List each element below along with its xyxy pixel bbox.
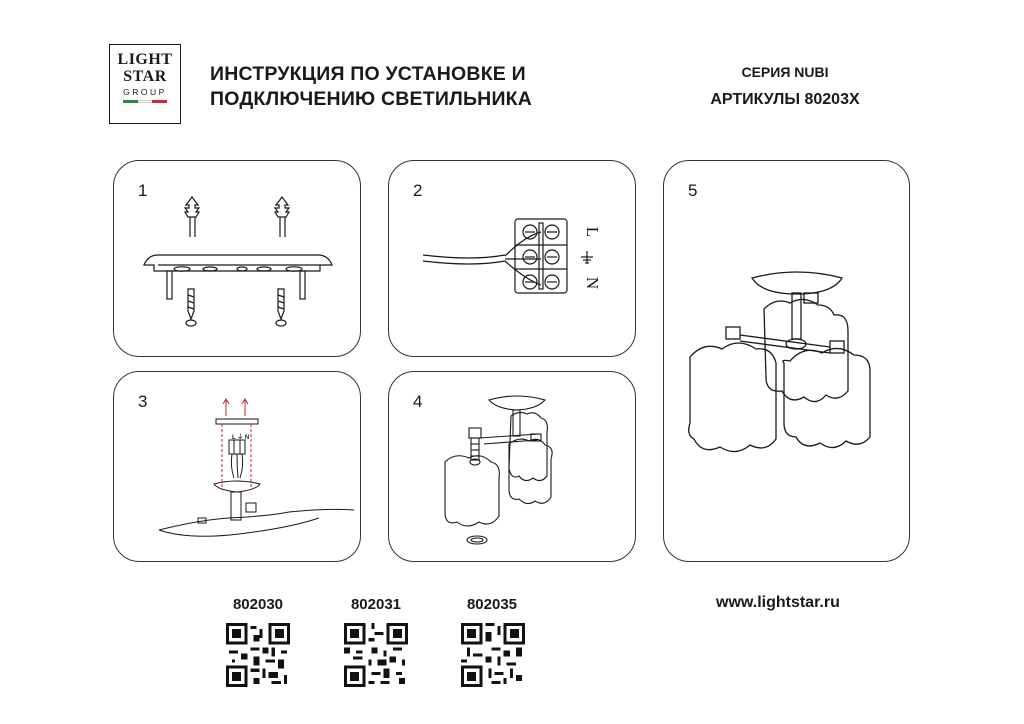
- qr-code-icon: [344, 623, 408, 687]
- terminal-label-l: L: [583, 226, 602, 238]
- series-name: СЕРИЯ NUBI: [741, 64, 829, 80]
- mounting-plate-screws-icon: [114, 161, 362, 358]
- qr-code-icon: [461, 623, 525, 687]
- step-panel-5: [663, 160, 910, 562]
- logo-line-2: STAR: [123, 68, 167, 85]
- article-code-802031: 802031: [350, 596, 402, 613]
- logo-line-3: GROUP: [123, 87, 167, 97]
- terminal-label-n: N: [583, 276, 602, 290]
- step-number: 2: [413, 181, 423, 200]
- article-code-802035: 802035: [466, 596, 518, 613]
- step-number: 1: [138, 181, 148, 200]
- series-articles: АРТИКУЛЫ 80203X: [710, 91, 860, 108]
- ceiling-connection-icon: [114, 372, 362, 563]
- logo-line-1: LIGHT: [117, 51, 173, 68]
- title-line-2: ПОДКЛЮЧЕНИЮ СВЕТИЛЬНИКА: [210, 88, 533, 110]
- lamp-assembly-icon: [389, 372, 637, 563]
- article-code-802030: 802030: [232, 596, 284, 613]
- website-link[interactable]: www.lightstar.ru: [716, 594, 840, 611]
- qr-code-icon: [226, 623, 290, 687]
- series-info: [700, 62, 870, 112]
- step-number: 3: [138, 392, 148, 411]
- wire-labels: L ⏚ N: [232, 435, 250, 441]
- step-number: 4: [413, 392, 423, 411]
- terminal-block-wiring-icon: [389, 161, 637, 358]
- step-panel-2: [388, 160, 636, 357]
- step-panel-4: [388, 371, 636, 562]
- title-line-1: ИНСТРУКЦИЯ ПО УСТАНОВКЕ И: [210, 63, 526, 85]
- step-panel-3: [113, 371, 361, 562]
- italian-flag-stripe: [123, 100, 167, 103]
- assembled-lamp-icon: [664, 161, 911, 563]
- lightstar-logo: [109, 44, 181, 124]
- document-title: [210, 62, 532, 112]
- step-number: 5: [688, 181, 698, 200]
- step-panel-1: [113, 160, 361, 357]
